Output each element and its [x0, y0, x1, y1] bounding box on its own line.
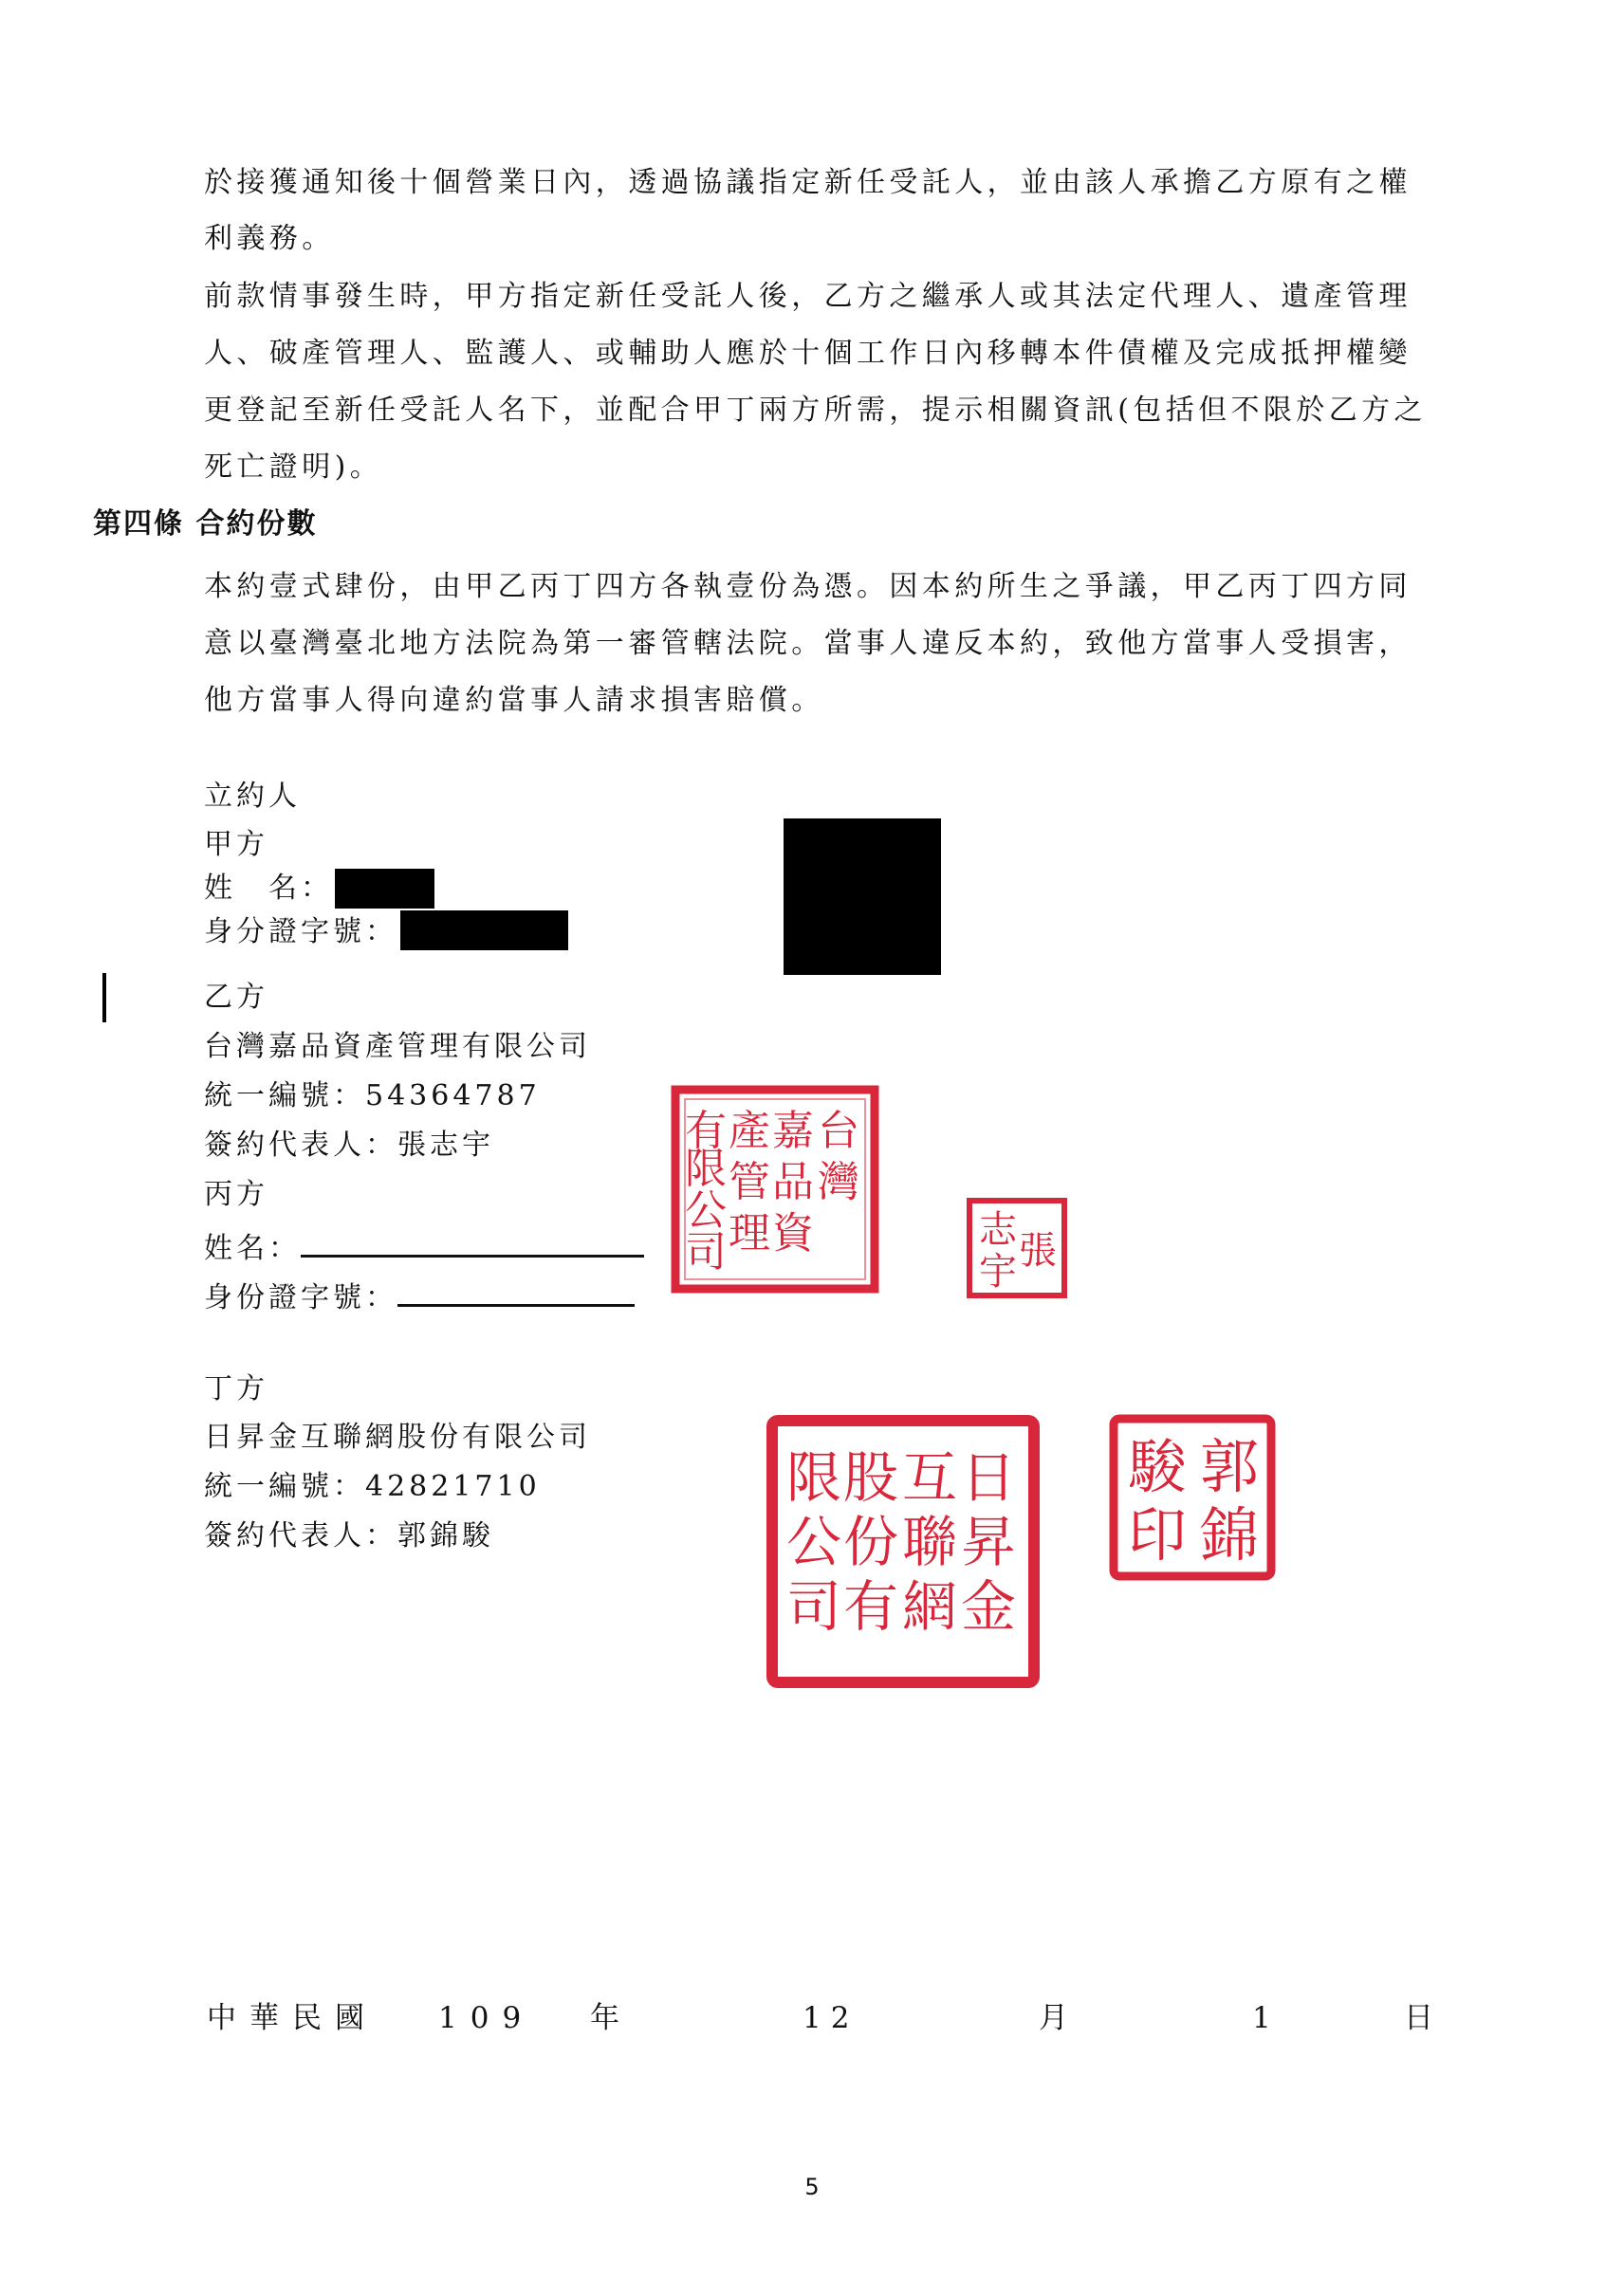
date-day: 1 — [1252, 2001, 1271, 2035]
paragraph-line: 更登記至新任受託人名下，並配合甲丁兩方所需，提示相關資訊(包括但不限於乙方之 — [204, 394, 1427, 427]
svg-text:錦: 錦 — [1199, 1500, 1260, 1570]
article-heading: 第四條 合約份數 — [93, 507, 318, 541]
svg-text:司: 司 — [685, 1228, 727, 1277]
company-seal-b — [670, 1084, 880, 1295]
svg-text:網: 網 — [901, 1574, 958, 1639]
svg-text:互: 互 — [901, 1445, 958, 1510]
party-c-name-label: 姓名： — [204, 1232, 301, 1265]
party-c-label: 丙方 — [204, 1178, 268, 1211]
party-b-tax-id: 統一編號：54364787 — [204, 1079, 541, 1112]
date-year-unit: 年 — [590, 2001, 619, 2035]
party-a-id-label: 身分證字號： — [204, 915, 397, 948]
company-seal-d — [765, 1413, 1042, 1690]
svg-text:司: 司 — [785, 1574, 842, 1639]
svg-text:張: 張 — [1019, 1229, 1057, 1273]
svg-text:日: 日 — [960, 1445, 1017, 1510]
svg-text:台: 台 — [818, 1107, 859, 1155]
change-bar — [102, 973, 106, 1022]
svg-text:聯: 聯 — [901, 1510, 958, 1574]
paragraph-line: 利義務。 — [204, 222, 335, 255]
date-era: 中華民國 — [207, 2001, 378, 2035]
party-c-name-field[interactable] — [301, 1230, 644, 1258]
svg-text:嘉: 嘉 — [772, 1107, 814, 1155]
party-b-label: 乙方 — [204, 981, 268, 1014]
svg-text:公: 公 — [785, 1510, 842, 1574]
svg-text:股: 股 — [842, 1445, 899, 1510]
svg-text:郭: 郭 — [1199, 1432, 1260, 1501]
svg-text:品: 品 — [772, 1158, 814, 1206]
redaction-block — [784, 818, 941, 975]
svg-text:有: 有 — [842, 1574, 899, 1639]
date-day-unit: 日 — [1404, 2001, 1433, 2035]
party-c-id-row — [204, 1279, 635, 1313]
party-c-id-field[interactable] — [397, 1279, 635, 1307]
svg-text:資: 資 — [772, 1209, 814, 1258]
party-a-label: 甲方 — [204, 828, 268, 861]
svg-text:印: 印 — [1127, 1500, 1188, 1570]
party-d-representative: 簽約代表人：郭錦駿 — [204, 1519, 494, 1552]
party-c-name-row — [204, 1230, 644, 1263]
party-c-id-label: 身份證字號： — [204, 1281, 397, 1314]
paragraph-line: 他方當事人得向違約當事人請求損害賠償。 — [204, 684, 824, 717]
svg-text:灣: 灣 — [818, 1158, 859, 1206]
svg-text:限: 限 — [685, 1145, 727, 1193]
svg-text:公: 公 — [685, 1186, 727, 1235]
svg-text:志: 志 — [979, 1208, 1017, 1252]
svg-text:限: 限 — [785, 1445, 842, 1510]
party-a-name-label: 姓 名： — [204, 872, 333, 905]
svg-text:有: 有 — [685, 1107, 727, 1155]
svg-text:昇: 昇 — [960, 1510, 1017, 1574]
paragraph-line: 死亡證明)。 — [204, 450, 383, 484]
paragraph-line: 本約壹式肆份，由甲乙丙丁四方各執壹份為憑。因本約所生之爭議，甲乙丙丁四方同 — [204, 570, 1412, 603]
party-b-representative: 簽約代表人：張志宇 — [204, 1129, 494, 1162]
party-d-tax-id: 統一編號：42821710 — [204, 1470, 541, 1503]
svg-text:金: 金 — [960, 1574, 1017, 1639]
paragraph-line: 人、破產管理人、監護人、或輔助人應於十個工作日內移轉本件債權及完成抵押權變 — [204, 337, 1412, 370]
representative-seal-d — [1108, 1413, 1277, 1582]
paragraph-line: 於接獲通知後十個營業日內，透過協議指定新任受託人，並由該人承擔乙方原有之權 — [204, 166, 1412, 199]
paragraph-line: 意以臺灣臺北地方法院為第一審管轄法院。當事人違反本約，致他方當事人受損害， — [204, 627, 1412, 660]
date-year: 109 — [438, 2001, 535, 2035]
svg-text:產: 產 — [729, 1107, 770, 1155]
svg-text:份: 份 — [842, 1510, 899, 1574]
party-d-company: 日昇金互聯網股份有限公司 — [204, 1421, 591, 1454]
svg-text:駿: 駿 — [1127, 1432, 1188, 1501]
representative-seal-b — [966, 1197, 1068, 1299]
party-b-company: 台灣嘉品資產管理有限公司 — [204, 1030, 591, 1063]
date-month-unit: 月 — [1039, 2001, 1068, 2035]
party-d-label: 丁方 — [204, 1372, 268, 1405]
svg-text:宇: 宇 — [979, 1250, 1017, 1294]
date-month: 12 — [803, 2001, 859, 2035]
svg-text:管: 管 — [729, 1158, 770, 1206]
svg-text:理: 理 — [729, 1209, 770, 1258]
redaction-block — [400, 910, 568, 950]
redaction-block — [335, 869, 434, 909]
paragraph-line: 前款情事發生時，甲方指定新任受託人後，乙方之繼承人或其法定代理人、遺產管理 — [204, 280, 1412, 313]
page-number: 5 — [804, 2174, 820, 2200]
signatories-title: 立約人 — [204, 780, 301, 813]
